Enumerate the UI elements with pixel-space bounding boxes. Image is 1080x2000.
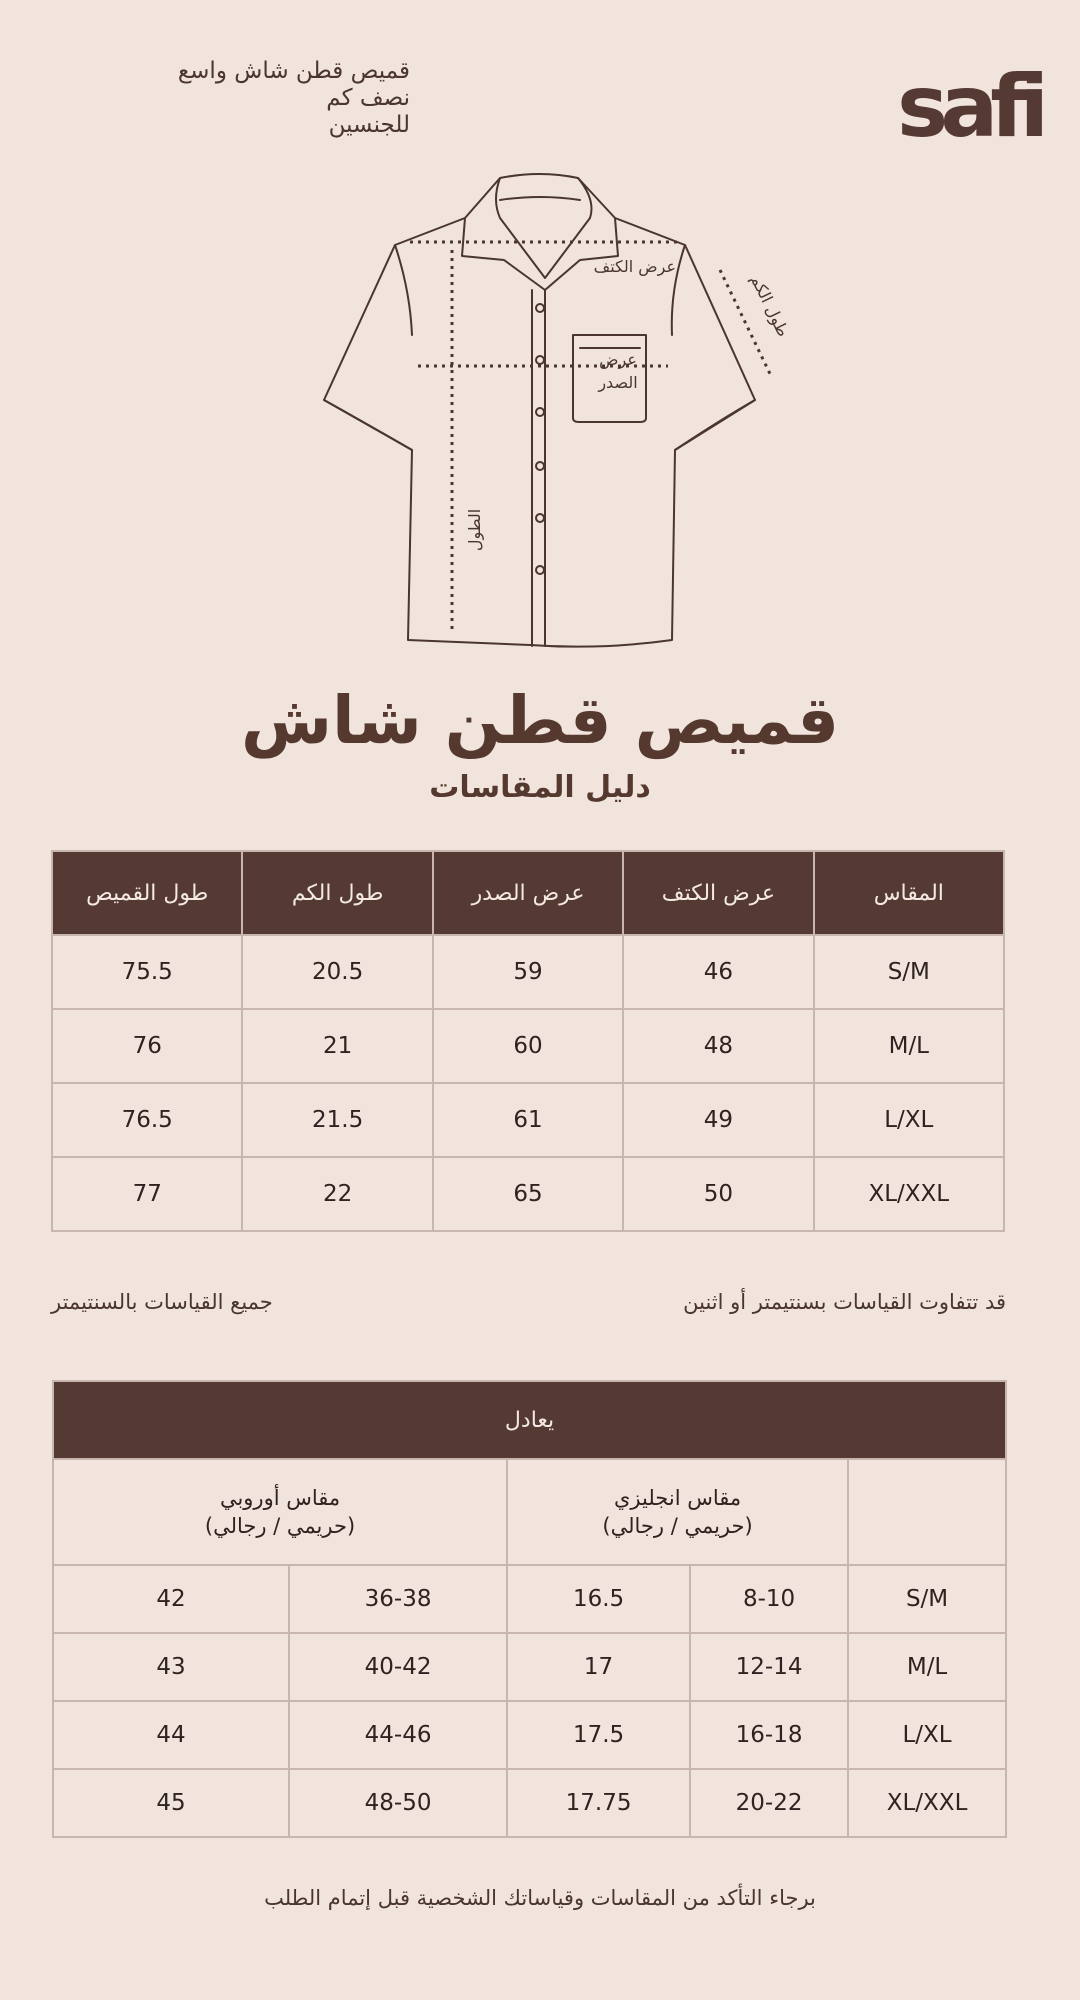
table-cell: 75.5 [52, 935, 242, 1009]
header-size: المقاس [814, 851, 1004, 935]
table-cell: L/XL [814, 1083, 1004, 1157]
table-cell: M/L [848, 1633, 1006, 1701]
table-cell: S/M [848, 1565, 1006, 1633]
page-subtitle: دليل المقاسات [429, 770, 651, 805]
table-row [52, 1009, 1004, 1083]
description-line: نصف كم [326, 85, 410, 111]
table-cell: 61 [433, 1083, 623, 1157]
brand-logo [895, 52, 1042, 157]
empty-cell [848, 1459, 1006, 1565]
sleeve-label: طول الكم [746, 271, 794, 340]
european-size-note: (حريمي / رجالي) [204, 1514, 356, 1538]
shirt-diagram [300, 160, 800, 660]
table-cell: 65 [433, 1157, 623, 1231]
header-chest: عرض الصدر [433, 851, 623, 935]
page-title: قميص قطن شاش [240, 682, 840, 759]
table-cell: 17.5 [507, 1701, 690, 1769]
equivalence-table [52, 1380, 1007, 1838]
table-row [52, 1083, 1004, 1157]
table-cell: XL/XXL [814, 1157, 1004, 1231]
table-row [53, 1565, 1006, 1633]
shoulder-label: عرض الكتف [593, 257, 676, 276]
variance-note: قد تتفاوت القياسات بسنتيمتر أو اثنين [683, 1290, 1006, 1314]
table-cell: 48-50 [289, 1769, 507, 1837]
unit-note: جميع القياسات بالسنتيمتر [51, 1290, 273, 1314]
equivalence-subheader [53, 1459, 1006, 1565]
header-sleeve: طول الكم [242, 851, 432, 935]
table-row [53, 1769, 1006, 1837]
table-cell: 16.5 [507, 1565, 690, 1633]
european-size-label: مقاس أوروبي [219, 1486, 341, 1510]
table-cell: 12-14 [690, 1633, 848, 1701]
shirt-outline [324, 174, 755, 647]
table-cell: 21 [242, 1009, 432, 1083]
length-label: الطول [465, 508, 484, 552]
table-row [53, 1633, 1006, 1701]
table-cell: 16-18 [690, 1701, 848, 1769]
header-shoulder: عرض الكتف [623, 851, 813, 935]
table-cell: S/M [814, 935, 1004, 1009]
european-size-header [53, 1459, 507, 1565]
table-cell: M/L [814, 1009, 1004, 1083]
table-cell: 20-22 [690, 1769, 848, 1837]
table-cell: 49 [623, 1083, 813, 1157]
table-cell: 8-10 [690, 1565, 848, 1633]
table-cell: 43 [53, 1633, 289, 1701]
size-table [51, 850, 1005, 1232]
table-cell: 17.75 [507, 1769, 690, 1837]
logo-text: safi [897, 57, 1042, 157]
table-cell: 21.5 [242, 1083, 432, 1157]
table-cell: 44-46 [289, 1701, 507, 1769]
table-cell: 76.5 [52, 1083, 242, 1157]
table-row [53, 1701, 1006, 1769]
table-cell: 17 [507, 1633, 690, 1701]
table-cell: XL/XXL [848, 1769, 1006, 1837]
footer-note: برجاء التأكد من المقاسات وقياساتك الشخصية قبل إتمام الطلب [264, 1886, 816, 1910]
size-table-header [52, 851, 1004, 935]
table-cell: 42 [53, 1565, 289, 1633]
table-cell: 45 [53, 1769, 289, 1837]
chest-label: عرض [599, 350, 637, 369]
table-cell: L/XL [848, 1701, 1006, 1769]
table-cell: 48 [623, 1009, 813, 1083]
table-cell: 20.5 [242, 935, 432, 1009]
product-description [50, 58, 410, 139]
table-cell: 77 [52, 1157, 242, 1231]
description-line: للجنسين [328, 112, 410, 138]
header-length: طول القميص [52, 851, 242, 935]
english-size-header [507, 1459, 848, 1565]
table-cell: 76 [52, 1009, 242, 1083]
table-cell: 59 [433, 935, 623, 1009]
description-line: قميص قطن شاش واسع [177, 58, 410, 84]
equivalence-title: يعادل [53, 1381, 1006, 1459]
table-cell: 50 [623, 1157, 813, 1231]
chest-label-2: الصدر [598, 373, 638, 392]
equivalence-title-row [53, 1381, 1006, 1459]
table-cell: 46 [623, 935, 813, 1009]
table-cell: 44 [53, 1701, 289, 1769]
table-cell: 36-38 [289, 1565, 507, 1633]
table-cell: 40-42 [289, 1633, 507, 1701]
table-cell: 60 [433, 1009, 623, 1083]
english-size-label: مقاس انجليزي [613, 1486, 742, 1510]
table-row [52, 935, 1004, 1009]
table-row [52, 1157, 1004, 1231]
english-size-note: (حريمي / رجالي) [602, 1514, 753, 1538]
table-cell: 22 [242, 1157, 432, 1231]
